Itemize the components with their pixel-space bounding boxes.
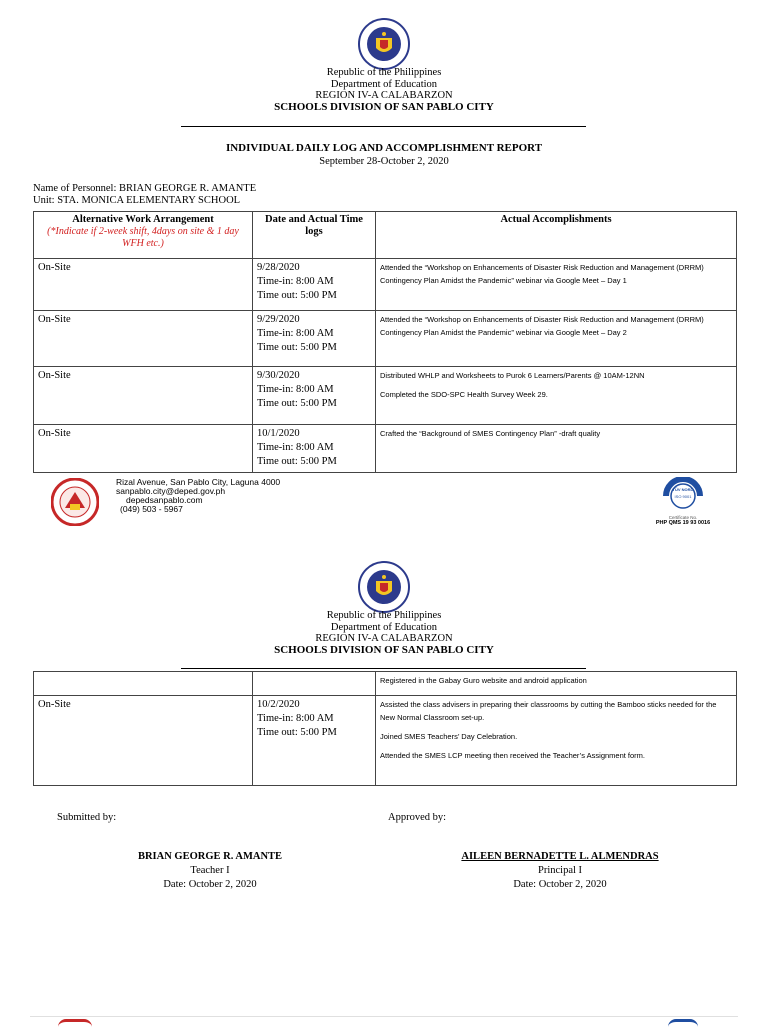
submitted-by-label: Submitted by: (57, 812, 117, 823)
accomplishment-item: Attended the SMES LCP meeting then received the Teacher’s Assignment form. (380, 751, 646, 760)
date-value: 9/30/2020 (257, 370, 300, 381)
footer-website[interactable]: depedsanpablo.com (126, 495, 203, 505)
col-accomplishments-header: Actual Accomplishments (376, 212, 737, 259)
date-value: 10/2/2020 (257, 699, 300, 710)
approver-date: Date: October 2, 2020 (513, 879, 607, 890)
accomplishment-item: Joined SMES Teachers’ Day Celebration. (380, 732, 518, 741)
approved-by-label: Approved by: (388, 812, 447, 823)
header-republic: Republic of the Philippines (326, 67, 442, 78)
date-value: 9/29/2020 (257, 314, 300, 325)
date-cell (253, 367, 376, 425)
arrangement-note: (*Indicate if 2-week shift, 4days on site & 1 day WFH etc.) (47, 226, 239, 249)
personnel-unit: Unit: STA. MONICA ELEMENTARY SCHOOL (33, 195, 241, 206)
cert-label: Certificate No. (668, 515, 698, 520)
date-cell (253, 259, 376, 311)
date-cell (253, 425, 376, 473)
accomplishment-cell (376, 367, 737, 425)
time-out: Time out: 5:00 PM (257, 342, 337, 353)
accomplishment-item: Assisted the class advisers in preparing their classrooms by cutting the Bamboo sticks needed for the New Normal Classroom set-up. (380, 700, 717, 722)
col-arrangement-header: Alternative Work Arrangement (*Indicate if 2-week shift, 4days on site & 1 day WFH etc.) (34, 212, 253, 259)
time-in: Time-in: 8:00 AM (257, 713, 334, 724)
table-row (34, 311, 737, 367)
time-in: Time-in: 8:00 AM (257, 328, 334, 339)
time-out: Time out: 5:00 PM (257, 456, 337, 467)
table-row (34, 259, 737, 311)
report-period: September 28-October 2, 2020 (319, 156, 449, 167)
arrangement-cell: On-Site (34, 259, 253, 311)
header-republic: Republic of the Philippines (326, 610, 442, 621)
next-page-iso-fragment (668, 1019, 698, 1027)
time-out: Time out: 5:00 PM (257, 727, 337, 738)
next-page-logo-fragment (58, 1019, 92, 1027)
footer-address: Rizal Avenue, San Pablo City, Laguna 4000 (116, 477, 281, 487)
cert-badge-label: TÜV NORD (672, 487, 694, 492)
approver-name: AILEEN BERNADETTE L. ALMENDRAS (461, 851, 659, 862)
date-cell (253, 311, 376, 367)
header-department: Department of Education (330, 621, 438, 633)
table-row (34, 367, 737, 425)
accomplishment-item: Registered in the Gabay Guro website and android application (380, 676, 587, 685)
header-divider (181, 126, 586, 127)
cert-standard: ISO 9001 (674, 494, 692, 499)
accomplishment-table-continued (33, 671, 737, 786)
table-row (34, 672, 737, 696)
arrangement-cell: On-Site (34, 696, 253, 786)
deped-seal (358, 18, 410, 70)
submitter-date: Date: October 2, 2020 (163, 879, 257, 890)
report-title: INDIVIDUAL DAILY LOG AND ACCOMPLISHMENT REPORT (225, 142, 543, 154)
accomplishment-item: Attended the “Workshop on Enhancements of Disaster Risk Reduction and Management (DRRM) Contingency Plan Amidst the Pandemic” webinar via Google Meet – Day 2 (380, 315, 704, 337)
date-value: 10/1/2020 (257, 428, 300, 439)
accomplishment-cell (376, 259, 737, 311)
accomplishment-cell (376, 311, 737, 367)
time-out: Time out: 5:00 PM (257, 398, 337, 409)
accomplishment-table (33, 211, 737, 473)
iso-cert-badge (660, 477, 706, 515)
footer-phone: (049) 503 - 5967 (120, 504, 183, 514)
table-row (34, 696, 737, 786)
header-division: SCHOOLS DIVISION OF SAN PABLO CITY (274, 100, 494, 113)
header-division: SCHOOLS DIVISION OF SAN PABLO CITY (274, 643, 494, 656)
date-cell (253, 696, 376, 786)
accomplishment-item: Completed the SDO-SPC Health Survey Week 29. (380, 390, 548, 399)
time-out: Time out: 5:00 PM (257, 290, 337, 301)
accomplishment-item: Distributed WHLP and Worksheets to Purok 6 Learners/Parents @ 10AM-12NN (380, 371, 645, 380)
personnel-name: Name of Personnel: BRIAN GEORGE R. AMANTE (33, 183, 257, 194)
arrangement-cell: On-Site (34, 311, 253, 367)
time-in: Time-in: 8:00 AM (257, 384, 334, 395)
submitter-name: BRIAN GEORGE R. AMANTE (137, 851, 283, 862)
arrangement-cell: On-Site (34, 425, 253, 473)
date-value: 9/28/2020 (257, 262, 300, 273)
time-in: Time-in: 8:00 AM (257, 276, 334, 287)
accomplishment-cell (376, 696, 737, 786)
date-cell (253, 672, 376, 696)
header-department: Department of Education (330, 78, 438, 90)
accomplishment-item: Attended the “Workshop on Enhancements of Disaster Risk Reduction and Management (DRRM) Contingency Plan Amidst the Pandemic” webinar via Google Meet – Day 1 (380, 263, 704, 285)
table-header-row (34, 212, 737, 259)
time-in: Time-in: 8:00 AM (257, 442, 334, 453)
approver-position: Principal I (537, 865, 583, 876)
table-row (34, 425, 737, 473)
next-page-edge (30, 1016, 738, 1017)
header-divider (181, 668, 586, 669)
accomplishment-item: Crafted the “Background of SMES Contingency Plan” -draft quality (380, 429, 601, 438)
arrangement-cell: On-Site (34, 367, 253, 425)
col-date-header: Date and Actual Time logs (253, 212, 376, 259)
header-region: REGION IV-A CALABARZON (315, 633, 453, 644)
cert-number: PHP QMS 19 93 0016 (655, 520, 711, 526)
accomplishment-cell (376, 672, 737, 696)
accomplishment-cell (376, 425, 737, 473)
footer-email[interactable]: sanpablo.city@deped.gov.ph (116, 486, 226, 496)
deped-seal (358, 561, 410, 613)
header-region: REGION IV-A CALABARZON (315, 90, 453, 101)
division-logo (51, 478, 99, 526)
arrangement-cell (34, 672, 253, 696)
submitter-position: Teacher I (190, 865, 230, 876)
